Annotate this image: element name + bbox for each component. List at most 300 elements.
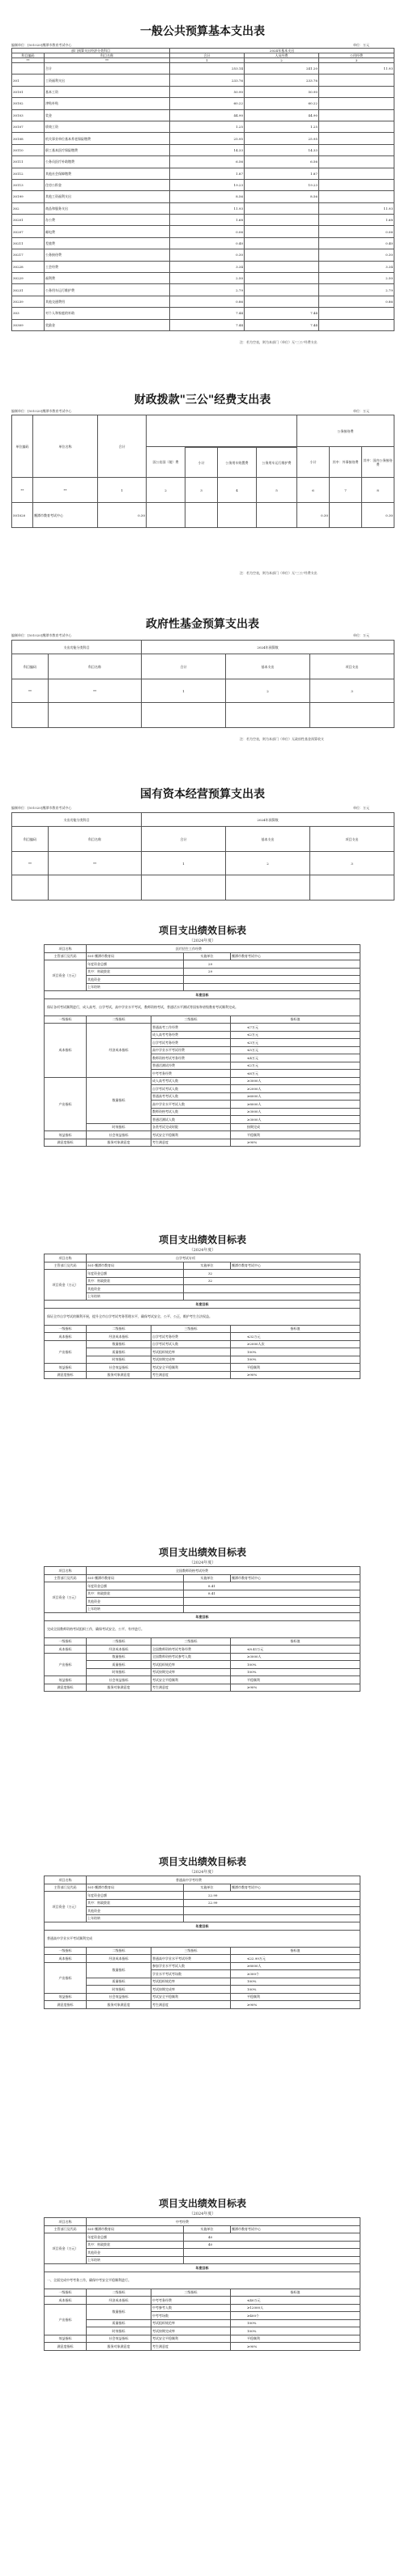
- p5-ind-l2: 时效指标: [87, 2327, 151, 2335]
- p1-ind-value: ≤2万元: [231, 1031, 360, 1039]
- table-row: [45, 2343, 360, 2351]
- p1-ind-value: ≤4万元: [231, 1054, 360, 1062]
- p5-year: （2024年度）: [189, 2212, 216, 2216]
- p1-ind-l3: 成人高考考试人数: [151, 1077, 231, 1085]
- table-row: [45, 1914, 360, 1922]
- s1-cell: 50.90: [245, 86, 319, 97]
- p4-impl-value: 鹰潭市教育考试中心: [231, 1884, 360, 1892]
- s2-idx-cell: 1: [98, 478, 147, 503]
- s1-cell: 商品和服务支出: [45, 202, 170, 214]
- s3-h3: 2: [226, 679, 310, 703]
- s1-cell: [245, 249, 319, 261]
- s2-unit-right: 单位：万元: [353, 409, 369, 413]
- p4-ind-l3: 考试安全平稳顺利: [151, 1993, 231, 2001]
- p2-ind-l2: 经济成本指标: [87, 1333, 151, 1341]
- p1-ind-l3: 教师资格考试人数: [151, 1108, 231, 1116]
- table-row: [12, 98, 394, 109]
- p1-ind-value: 平稳顺利: [231, 1131, 360, 1139]
- s1-cell: 25.95: [245, 133, 319, 144]
- s1-cell: 0.06: [319, 226, 394, 237]
- table-row: [45, 1661, 360, 1669]
- s2-h-total: 合计: [98, 415, 147, 478]
- p3-title: 项目支出绩效目标表: [158, 1547, 246, 1558]
- table-row: [45, 1947, 360, 1955]
- p4-ind-value: 平稳顺利: [231, 1993, 360, 2001]
- s2-cell: 鹰潭市教育考试中心: [33, 503, 98, 528]
- s4-h2: 基本支出: [226, 827, 310, 852]
- s1-h3: 2: [245, 58, 319, 63]
- p1-dept-value: 501-鹰潭市教育局: [87, 952, 184, 960]
- table-row: [12, 179, 394, 190]
- s1-cell: 邮电费: [45, 226, 170, 237]
- s4-table: [11, 812, 394, 901]
- p3-ind-l2: 社会效益指标: [87, 1676, 151, 1684]
- s1-cell: 30228: [12, 261, 45, 272]
- table-row: [45, 2327, 360, 2335]
- table-row: [45, 1598, 360, 1606]
- p5-ind-header: 指标值: [231, 2289, 360, 2297]
- table-row: [45, 1270, 360, 1278]
- table-row: [45, 2225, 360, 2233]
- s1-cell: 7.44: [245, 319, 319, 330]
- p4-table: [44, 1876, 360, 2009]
- p5-ind-l2: 社会效益指标: [87, 2335, 151, 2343]
- p4-ind-l2: 质量指标: [87, 1978, 151, 1986]
- s2-cell: [257, 503, 297, 528]
- table-row: [45, 968, 360, 976]
- table-row: [45, 998, 360, 1015]
- s1-cell: 14.33: [170, 144, 245, 155]
- p3-ind-header: 三级指标: [151, 1637, 231, 1646]
- table-row: [12, 273, 394, 284]
- p1-ind-l3: 各类考试完成时限: [151, 1123, 231, 1131]
- p4-ind-l2: 时效指标: [87, 1986, 151, 1994]
- p1-ind-l3: 考试安全平稳顺利: [151, 1131, 231, 1139]
- p4-impl-label: 实施单位: [184, 1884, 231, 1892]
- s1-h3: **: [12, 58, 45, 63]
- s2-h-sub: 小计: [297, 447, 330, 478]
- p1-fund-item: 其他资金: [87, 976, 184, 984]
- s3-empty: [142, 703, 226, 728]
- s1-cell: 1.25: [170, 121, 245, 132]
- p5-goal-text: 一、全面完成中考考务工作，确保中考安全平稳顺利进行。: [45, 2272, 360, 2289]
- p1-ind-value: ≤5万元: [231, 1046, 360, 1054]
- s3-h3: 1: [142, 679, 226, 703]
- s1-cell: [319, 86, 394, 97]
- p1-ind-l2: 社会效益指标: [87, 1131, 151, 1139]
- s1-cell: 绩效工资: [45, 121, 170, 132]
- p1-ind-header: 一级指标: [45, 1015, 87, 1024]
- p1-ind-value: ≤7万元: [231, 1024, 360, 1032]
- p4-ind-l1: 效益指标: [45, 1993, 87, 2001]
- p5-ind-l2: 服务对象满意度: [87, 2343, 151, 2351]
- p1-ind-l2: 服务对象满意度: [87, 1139, 151, 1147]
- s2-h-recept: 公务接待费: [297, 415, 394, 447]
- p3-ind-header: 二级指标: [87, 1637, 151, 1646]
- table-row: [45, 991, 360, 999]
- p3-goal-text: 完成全国教师资格考试组织工作，确保考试安全、公平、有序进行。: [45, 1620, 360, 1637]
- table-row: [45, 1285, 360, 1293]
- s2-data-row: [12, 503, 394, 528]
- table-row: [12, 156, 394, 168]
- s2-idx-cell: 4: [218, 478, 257, 503]
- p2-fund-item: 上年结转: [87, 1292, 184, 1301]
- s4-empty: [12, 875, 49, 901]
- s1-cell: 233.76: [245, 75, 319, 86]
- s1-cell: 3.34: [170, 261, 245, 272]
- p2-ind-header: 三级指标: [151, 1325, 231, 1333]
- s1-cell: 工会经费: [45, 261, 170, 272]
- s2-cell: [330, 503, 362, 528]
- s2-idx-cell: **: [33, 478, 98, 503]
- s4-unit-right: 单位：万元: [353, 806, 369, 810]
- p5-ind-l2: 数量指标: [87, 2304, 151, 2319]
- s1-cell: 8.56: [170, 191, 245, 202]
- s4-h2: 科目编码: [12, 827, 49, 852]
- s1-cell: 1.25: [245, 121, 319, 132]
- p2-ind-l1: 效益指标: [45, 1364, 87, 1372]
- s1-h2: 合计: [170, 53, 245, 58]
- s1-cell: 30207: [12, 226, 45, 237]
- s1-cell: 8.56: [245, 191, 319, 202]
- s1-cell: [319, 179, 394, 190]
- s1-cell: 公务用车运行维护费: [45, 284, 170, 296]
- table-row: [45, 1123, 360, 1131]
- s1-cell: 2.50: [170, 273, 245, 284]
- s1-unit-left: 编制单位：[501020]鹰潭市教育考试中心: [11, 43, 72, 47]
- p3-ind-l2: 服务对象满意度: [87, 1684, 151, 1692]
- p1-ind-value: ≤3万元: [231, 1039, 360, 1047]
- s1-cell: 303: [12, 308, 45, 319]
- s4-empty: [142, 875, 226, 901]
- table-row: [45, 2249, 360, 2257]
- s2-h-name: 单位名称: [33, 415, 98, 478]
- p4-ind-header: 一级指标: [45, 1947, 87, 1955]
- p3-ind-header: 指标值: [231, 1637, 360, 1646]
- s1-h2: 科目名称: [45, 53, 170, 58]
- table-row: [45, 1930, 360, 1947]
- s2-idx-cell: 3: [185, 478, 218, 503]
- s1-cell: 其他工资福利支出: [45, 191, 170, 202]
- table-row: [12, 308, 394, 319]
- table-row: [45, 1876, 360, 1884]
- s1-cell: 19.23: [245, 179, 319, 190]
- table-row: [45, 2289, 360, 2297]
- s3-unit-right: 单位：万元: [353, 633, 369, 637]
- table-row: [45, 1590, 360, 1598]
- p1-ind-value: ≥6000人: [231, 1092, 360, 1101]
- s1-cell: 0.30: [319, 249, 394, 261]
- p3-dept-label: 主管部门及代码: [45, 1574, 87, 1582]
- p1-ind-value: ≥90%: [231, 1139, 360, 1147]
- p3-ind-value: ≥3000人: [231, 1653, 360, 1661]
- table-row: [45, 945, 360, 953]
- s1-h1-1: 2024年基本支出: [170, 49, 394, 53]
- p1-fund-item: 上年结转: [87, 983, 184, 991]
- p4-ind-header: 三级指标: [151, 1947, 231, 1955]
- p2-name-label: 项目名称: [45, 1254, 87, 1262]
- p5-ind-value: ≥400个: [231, 2312, 360, 2320]
- p2-fund-label: 项目资金（万元）: [45, 1270, 87, 1301]
- s4-h3: **: [49, 852, 142, 875]
- s1-cell: 233.76: [170, 75, 245, 86]
- p2-goal-label: 年度目标: [45, 1301, 360, 1309]
- s1-cell: [245, 273, 319, 284]
- s1-cell: 25.95: [170, 133, 245, 144]
- s4-h-year: 2024年预算数: [142, 813, 394, 827]
- s1-cell: 60.22: [245, 98, 319, 109]
- s1-cell: 公务员医疗补助缴费: [45, 156, 170, 168]
- s2-h-abroad-group: [147, 415, 297, 447]
- table-row: [12, 284, 394, 296]
- s3-empty: [310, 703, 394, 728]
- p5-fund-value: [184, 2256, 360, 2264]
- p2-ind-value: 100%: [231, 1356, 360, 1364]
- p3-ind-l3: 全国教师资格考试参考人数: [151, 1653, 231, 1661]
- s1-cell: 30231: [12, 284, 45, 296]
- p1-fund-value: 29: [184, 968, 360, 976]
- s2-idx-cell: 2: [147, 478, 185, 503]
- s2-cell: [218, 503, 257, 528]
- p3-fund-item: 其中：财政拨款: [87, 1590, 184, 1598]
- p4-ind-value: ≤22.99万元: [231, 1955, 360, 1963]
- table-row: [12, 133, 394, 144]
- s2-idx-cell: 8: [362, 478, 394, 503]
- p5-ind-l3: 中考考务经费: [151, 2297, 231, 2305]
- p5-table: [44, 2217, 360, 2351]
- p2-fund-value: 32: [184, 1277, 360, 1285]
- s1-cell: 0.30: [170, 249, 245, 261]
- s1-cell: 0.06: [170, 226, 245, 237]
- p4-fund-value: [184, 1914, 360, 1922]
- s1-cell: 1.68: [319, 215, 394, 226]
- s1-cell: [319, 133, 394, 144]
- s1-cell: 30101: [12, 86, 45, 97]
- s1-cell: 7.44: [170, 308, 245, 319]
- s1-cell: 30239: [12, 296, 45, 307]
- table-row: [45, 1340, 360, 1348]
- table-row: [45, 1371, 360, 1379]
- p3-ind-l1: 成本指标: [45, 1646, 87, 1654]
- p2-ind-l3: 考试安全平稳顺利: [151, 1364, 231, 1372]
- s4-h3: 2: [226, 852, 310, 875]
- p1-ind-l1: 满意度指标: [45, 1139, 87, 1147]
- s3-h3: **: [49, 679, 142, 703]
- p5-ind-header: 二级指标: [87, 2289, 151, 2297]
- table-row: [45, 1582, 360, 1590]
- p3-name-label: 项目名称: [45, 1567, 87, 1575]
- s1-cell: 工资福利支出: [45, 75, 170, 86]
- p2-ind-value: ≥90%: [231, 1371, 360, 1379]
- s1-cell: [319, 191, 394, 202]
- p1-ind-l2: 数量指标: [87, 1077, 151, 1123]
- table-row: [45, 1333, 360, 1341]
- s1-cell: 30211: [12, 237, 45, 249]
- p4-ind-l3: 普通高中学业水平考试经费: [151, 1955, 231, 1963]
- p5-dept-label: 主管部门及代码: [45, 2225, 87, 2233]
- p2-ind-l1: 满意度指标: [45, 1371, 87, 1379]
- p4-ind-l1: 成本指标: [45, 1955, 87, 1963]
- p4-ind-l3: 考试按期完成率: [151, 1986, 231, 1994]
- s1-cell: 30113: [12, 179, 45, 190]
- s1-table: [11, 48, 394, 331]
- table-row: [45, 2335, 360, 2343]
- p5-ind-l1: 满意度指标: [45, 2343, 87, 2351]
- p5-ind-value: ≤40万元: [231, 2297, 360, 2305]
- table-row: [45, 1613, 360, 1621]
- p3-goal-label: 年度目标: [45, 1613, 360, 1621]
- p3-ind-value: 平稳顺利: [231, 1676, 360, 1684]
- s1-cell: 30229: [12, 273, 45, 284]
- s2-h-code: 单位编码: [12, 415, 33, 478]
- s3-h2: 科目编码: [12, 654, 49, 679]
- p2-ind-l3: 自学考试考务经费: [151, 1333, 231, 1341]
- p5-ind-l3: 考试安全平稳顺利: [151, 2335, 231, 2343]
- p2-impl-label: 实施单位: [184, 1262, 231, 1270]
- table-row: [12, 121, 394, 132]
- s1-cell: [319, 121, 394, 132]
- p4-dept-label: 主管部门及代码: [45, 1884, 87, 1892]
- p2-ind-header: 一级指标: [45, 1325, 87, 1333]
- p2-title: 项目支出绩效目标表: [158, 1234, 246, 1245]
- p1-ind-l3: 高中学业水平考试人数: [151, 1101, 231, 1109]
- table-row: [45, 2264, 360, 2272]
- s1-cell: 30108: [12, 133, 45, 144]
- s4-h3: 3: [310, 852, 394, 875]
- table-row: [45, 1139, 360, 1147]
- p2-year: （2024年度）: [189, 1248, 216, 1253]
- p1-ind-l3: 教师资格考试考务经费: [151, 1054, 231, 1062]
- p4-ind-value: 100%: [231, 1978, 360, 1986]
- p3-fund-value: 8.41: [184, 1590, 360, 1598]
- p2-fund-item: 其他资金: [87, 1285, 184, 1293]
- table-row: [45, 1308, 360, 1325]
- s1-cell: 其他交通费用: [45, 296, 170, 307]
- p4-fund-value: 22.99: [184, 1899, 360, 1907]
- p3-impl-label: 实施单位: [184, 1574, 231, 1582]
- s1-cell: [245, 296, 319, 307]
- p5-ind-value: 100%: [231, 2319, 360, 2327]
- table-row: [45, 1892, 360, 1900]
- s1-cell: 7.44: [245, 308, 319, 319]
- p1-ind-header: 三级指标: [151, 1015, 231, 1024]
- p2-ind-value: ≤32万元: [231, 1333, 360, 1341]
- p2-goal-text: 保证全市自学考试的顺利开展，提升全市自学考试考务管理水平，确保考试安全、公平、公正，维护考生合法权益。: [45, 1308, 360, 1325]
- table-row: [12, 168, 394, 179]
- s1-cell: [245, 284, 319, 296]
- s4-h2: 合计: [142, 827, 226, 852]
- p4-ind-l2: 经济成本指标: [87, 1955, 151, 1963]
- table-row: [45, 1262, 360, 1270]
- p4-ind-value: ≥90%: [231, 2001, 360, 2009]
- p4-fund-item: 其中：财政拨款: [87, 1899, 184, 1907]
- s1-cell: 2.50: [319, 273, 394, 284]
- s2-note: 注：若为空表，则为本部门（单位）无"三公"经费支出: [240, 571, 318, 575]
- s3-h2: 基本支出: [226, 654, 310, 679]
- p4-ind-header: 指标值: [231, 1947, 360, 1955]
- p1-ind-l2: 时效指标: [87, 1123, 151, 1131]
- p2-fund-value: 32: [184, 1270, 360, 1278]
- table-row: [45, 1986, 360, 1994]
- table-row: [12, 226, 394, 237]
- p3-ind-l1: 效益指标: [45, 1676, 87, 1684]
- table-row: [45, 1301, 360, 1309]
- s1-cell: 30217: [12, 249, 45, 261]
- s1-unit-right: 单位：万元: [353, 43, 369, 47]
- table-row: [12, 249, 394, 261]
- s1-h3: 1: [170, 58, 245, 63]
- table-row: [45, 2304, 360, 2312]
- s1-h2: 公用经费: [319, 53, 394, 58]
- p2-ind-l3: 考试组织规范率: [151, 1348, 231, 1356]
- p3-table: [44, 1566, 360, 1692]
- p4-goal-text: 普通高中学业水平考试顺利完成: [45, 1930, 360, 1947]
- s1-cell: 6.56: [170, 156, 245, 168]
- p5-name-value: 中考经费: [87, 2218, 360, 2226]
- s1-cell: 302: [12, 202, 45, 214]
- s4-h3: **: [12, 852, 49, 875]
- s1-body: [12, 63, 394, 331]
- s3-unit-left: 编制单位：[501020]鹰潭市教育考试中心: [11, 633, 72, 637]
- p1-name-value: 医疗招生工作经费: [87, 945, 360, 953]
- s3-h3: **: [12, 679, 49, 703]
- s4-empty: [226, 875, 310, 901]
- s4-unit-left: 编制单位：[501020]鹰潭市教育考试中心: [11, 806, 72, 810]
- p1-dept-label: 主管部门及代码: [45, 952, 87, 960]
- p3-fund-item: 上年结转: [87, 1605, 184, 1613]
- p2-fund-item: 年度资金总额: [87, 1270, 184, 1278]
- p2-ind-l2: 服务对象满意度: [87, 1371, 151, 1379]
- table-row: [45, 960, 360, 969]
- p5-ind-l3: 考试按期完成率: [151, 2327, 231, 2335]
- s2-h-sub: 其中：国内公务接待费: [362, 447, 394, 478]
- s1-cell: 职工基本医疗保险缴费: [45, 144, 170, 155]
- s2-cell: 0.30: [362, 503, 394, 528]
- p2-ind-l3: 考生满意度: [151, 1371, 231, 1379]
- s1-cell: 30111: [12, 156, 45, 168]
- table-row: [45, 1567, 360, 1575]
- p4-ind-l2: 数量指标: [87, 1962, 151, 1978]
- p3-ind-l3: 考试按期完成率: [151, 1668, 231, 1676]
- p2-ind-header: 二级指标: [87, 1325, 151, 1333]
- p5-ind-l1: 成本指标: [45, 2297, 87, 2305]
- s2-title: 财政拨款"三公"经费支出表: [134, 394, 271, 407]
- s3-title: 政府性基金预算支出表: [146, 618, 259, 631]
- p5-goal-label: 年度目标: [45, 2264, 360, 2272]
- s4-h-cat: 支出功能分类科目: [12, 813, 142, 827]
- s2-cell: [147, 503, 185, 528]
- s1-cell: 1.87: [245, 168, 319, 179]
- p5-ind-l3: 考试组织规范率: [151, 2319, 231, 2327]
- s3-h2: 合计: [142, 654, 226, 679]
- s1-cell: [245, 237, 319, 249]
- p4-ind-l3: 考生满意度: [151, 2001, 231, 2009]
- table-row: [45, 1364, 360, 1372]
- s3-h2: 科目名称: [49, 654, 142, 679]
- table-row: [45, 1015, 360, 1024]
- table-row: [45, 1277, 360, 1285]
- p3-ind-l2: 时效指标: [87, 1668, 151, 1676]
- p1-fund-item: 年度资金总额: [87, 960, 184, 969]
- s1-h2: 科目编码: [12, 53, 45, 58]
- s3-table: [11, 640, 394, 728]
- s1-h2: 人员经费: [245, 53, 319, 58]
- p2-ind-l3: 考试按期完成率: [151, 1356, 231, 1364]
- p2-ind-value: 100%: [231, 1348, 360, 1356]
- table-row: [45, 976, 360, 984]
- p4-name-label: 项目名称: [45, 1876, 87, 1884]
- p1-ind-header: 指标值: [231, 1015, 360, 1024]
